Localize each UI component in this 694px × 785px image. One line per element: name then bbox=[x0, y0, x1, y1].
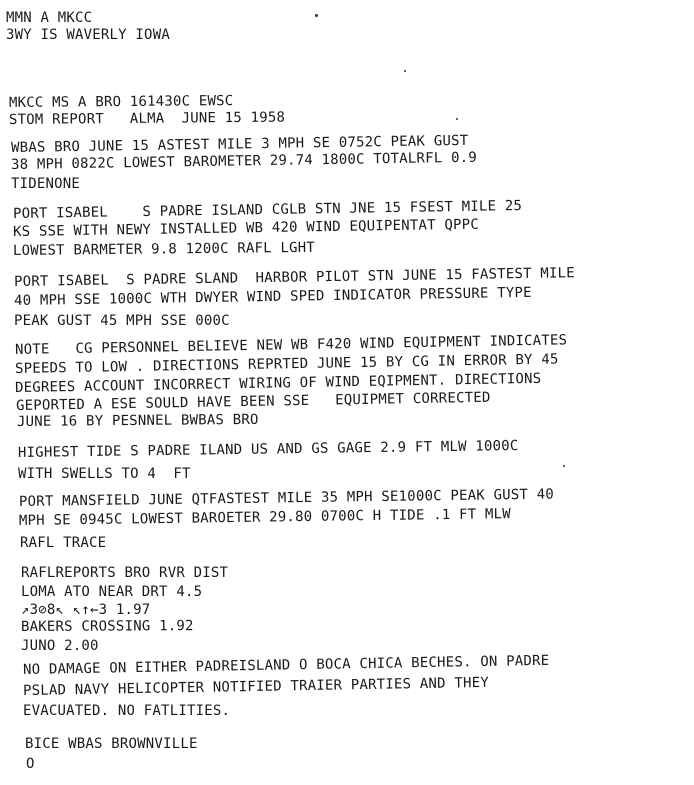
tide-line: WITH SWELLS TO 4 FT bbox=[18, 466, 191, 482]
port-mansfield-line: MPH SE 0945C LOWEST BAROETER 29.80 0700C H TIDE .1 FT MLW bbox=[18, 506, 511, 529]
port-mansfield-line: PORT MANSFIELD JUNE QTFASTEST MILE 35 MPH SE1000C PEAK GUST 40 bbox=[18, 486, 555, 510]
message-header-line: MKCC MS A BRO 161430C EWSC bbox=[8, 93, 234, 111]
port-isabel-pilot-line: 40 MPH SSE 1000C WTH DWYER WIND SPED INDICATOR PRESSURE TYPE bbox=[13, 284, 532, 309]
tide-line: HIGHEST TIDE S PADRE ILAND US AND GS GAGE 2.9 FT MLW 1000C bbox=[17, 438, 519, 461]
routing-line: MMN A MKCC bbox=[6, 10, 93, 26]
port-isabel-pilot-line: PEAK GUST 45 MPH SSE 000C bbox=[14, 313, 230, 329]
scan-speck bbox=[563, 465, 565, 467]
rainfall-line: ↗3⊘8↖ ↖↑←3 1.97 bbox=[21, 602, 151, 618]
port-isabel-pilot-line: PORT ISABEL S PADRE SLAND HARBOR PILOT STN JUNE 15 FASTEST MILE bbox=[13, 265, 575, 290]
signature-line: BICE WBAS BROWNVILLE bbox=[25, 736, 198, 752]
port-isabel-cg-line: KS SSE WITH NEWY INSTALLED WB 420 WIND EQUIPENTAT QPPC bbox=[12, 216, 480, 240]
note-line: DEGREES ACCOUNT INCORRECT WIRING OF WIND EQIPMENT. DIRECTIONS bbox=[14, 370, 542, 396]
signature-line: O bbox=[26, 756, 35, 772]
rainfall-line: RAFLREPORTS BRO RVR DIST bbox=[21, 565, 229, 581]
damage-line: PSLAD NAVY HELICOPTER NOTIFIED TRAIER PARTIES AND THEY bbox=[22, 674, 490, 699]
port-mansfield-line: RAFL TRACE bbox=[20, 535, 107, 551]
port-isabel-cg-line: PORT ISABEL S PADRE ISLAND CGLB STN JNE 15 FSEST MILE 25 bbox=[12, 198, 523, 222]
damage-line: NO DAMAGE ON EITHER PADREISLAND O BOCA CHICA BECHES. ON PADRE bbox=[22, 652, 550, 678]
wbas-report-line: TIDENONE bbox=[11, 176, 81, 192]
damage-line: EVACUATED. NO FATLITIES. bbox=[23, 703, 231, 719]
rainfall-line: BAKERS CROSSING 1.92 bbox=[20, 618, 194, 635]
scan-speck bbox=[315, 14, 318, 17]
wbas-report-line: WBAS BRO JUNE 15 ASTEST MILE 3 MPH SE 0752C PEAK GUST bbox=[10, 132, 469, 156]
wbas-report-line: 38 MPH 0822C LOWEST BAROMETER 29.74 1800C TOTALRFL 0.9 bbox=[10, 149, 478, 173]
note-line: JUNE 16 BY PESNNEL BWBAS BRO bbox=[16, 411, 259, 430]
scan-speck bbox=[456, 118, 458, 120]
report-title: STOM REPORT ALMA JUNE 15 1958 bbox=[8, 109, 286, 128]
note-line: NOTE CG PERSONNEL BELIEVE NEW WB F420 WIND EQUIPMENT INDICATES bbox=[14, 332, 568, 358]
port-isabel-cg-line: LOWEST BARMETER 9.8 1200C RAFL LGHT bbox=[12, 239, 316, 259]
note-line: GEPORTED A ESE SOULD HAVE BEEN SSE EQUIPMET CORRECTED bbox=[15, 389, 491, 414]
note-line: SPEEDS TO LOW . DIRECTIONS REPRTED JUNE 15 BY CG IN ERROR BY 45 bbox=[14, 351, 559, 377]
routing-line: 3WY IS WAVERLY IOWA bbox=[6, 27, 170, 43]
rainfall-line: JUNO 2.00 bbox=[21, 638, 99, 654]
scan-speck bbox=[404, 70, 406, 72]
rainfall-line: LOMA ATO NEAR DRT 4.5 bbox=[21, 584, 203, 600]
